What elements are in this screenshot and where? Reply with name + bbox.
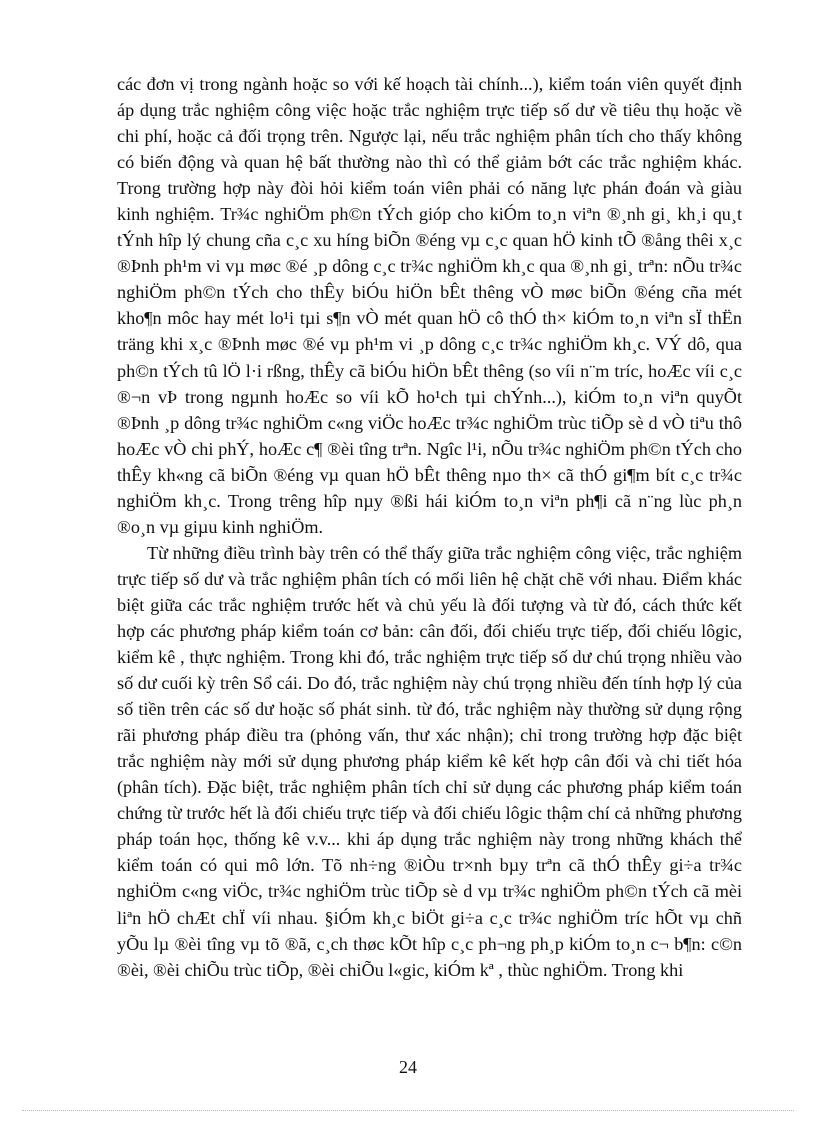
paragraph-1: các đơn vị trong ngành hoặc so với kế hoạch tài chính...), kiểm toán viên quyết định áp dụng trắc nghiệm công việc hoặc trắc nghiệm trực tiếp số dư về tiêu thụ hoặc về chi phí, hoặc cả đối trọng trên. Ngược lại, nếu trắc nghiệm phân tích cho thấy không có biến động và quan hệ bất thường nào thì có thể giảm bớt các trắc nghiệm khác. Trong trường hợp này đòi hỏi kiểm toán viên phải có năng lực phán đoán và giàu kinh nghiệm. Tr¾c nghiÖm ph©n tÝch gióp cho kiÓm to¸n viªn ®¸nh gi¸ kh¸i qu¸t tÝnh hîp lý chung cña c¸c xu híng biÕn ®éng vµ c¸c quan hÖ kinh tÕ ®ång thêi x¸c ®Þnh ph¹m vi vµ møc ®é ¸p dông c¸c tr¾c nghiÖm kh¸c qua ®¸nh gi¸ trªn: nÕu tr¾c nghiÖm ph©n tÝch cho thÊy biÓu hiÖn bÊt thêng vÒ møc biÕn ®éng cña mét kho¶n môc hay mét lo¹i tµi s¶n vÒ mét quan hÖ cô thÓ th× kiÓm to¸n viªn sÏ thËn träng khi x¸c ®Þnh møc ®é vµ ph¹m vi ¸p dông c¸c tr¾c nghiÖm kh¸c. VÝ dô, qua ph©n tÝch tû lÖ l·i rßng, thÊy cã biÓu hiÖn bÊt thêng (so víi n¨m tríc, hoÆc víi c¸c ®¬n vÞ trong ngµnh hoÆc so víi kÕ ho¹ch tµi chÝnh...), kiÓm to¸n viªn quyÕt ®Þnh ¸p dông tr¾c nghiÖm c«ng viÖc hoÆc tr¾c nghiÖm trùc tiÕp sè d vÒ tiªu thô hoÆc vÒ chi phÝ, hoÆc c¶ ®èi tîng trªn. Ngîc l¹i, nÕu tr¾c nghiÖm ph©n tÝch cho thÊy kh«ng cã biÕn ®éng vµ quan hÖ bÊt thêng nµo th× cã thÓ gi¶m bít c¸c tr¾c nghiÖm kh¸c. Trong trêng hîp nµy ®ßi hái kiÓm to¸n viªn ph¶i cã n¨ng lùc ph¸n ®o¸n vµ giµu kinh nghiÖm. — [117, 74, 742, 537]
page-bottom-divider — [22, 1110, 794, 1111]
page-number: 24 — [399, 1057, 417, 1077]
body-text — [117, 71, 742, 983]
paragraph-2: Từ những điều trình bày trên có thể thấy giữa trắc nghiệm công việc, trắc nghiệm trực tiếp số dư và trắc nghiệm phân tích có mối liên hệ chặt chẽ với nhau. Điểm khác biệt giữa các trắc nghiệm trước hết và chủ yếu là đối tượng và từ đó, cách thức kết hợp các phương pháp kiểm toán cơ bản: cân đối, đối chiếu trực tiếp, đối chiếu lôgic, kiểm kê , thực nghiệm. Trong khi đó, trắc nghiệm trực tiếp số dư chú trọng nhiều vào số dư cuối kỳ trên Sổ cái. Do đó, trắc nghiệm này chú trọng nhiều đến tính hợp lý của số tiền trên các số dư hoặc số phát sinh. từ đó, trắc nghiệm này thường sử dụng rộng rãi phương pháp điều tra (phỏng vấn, thư xác nhận); chỉ trong trường hợp đặc biệt trắc nghiệm này mới sử dụng phương pháp kiểm kê kết hợp cân đối và chi tiết hóa (phân tích). Đặc biệt, trắc nghiệm phân tích chỉ sử dụng các phương pháp kiểm toán chứng từ trước hết là đối chiếu trực tiếp và đối chiếu lôgic thậm chí cả những phương pháp toán học, thống kê v.v... khi áp dụng trắc nghiệm này trong những khách thể kiểm toán có qui mô lớn. Tõ nh÷ng ®iÒu tr×nh bµy trªn cã thÓ thÊy gi÷a tr¾c nghiÖm c«ng viÖc, tr¾c nghiÖm trùc tiÕp sè d vµ tr¾c nghiÖm ph©n tÝch cã mèi liªn hÖ chÆt chÏ víi nhau. §iÓm kh¸c biÖt gi÷a c¸c tr¾c nghiÖm tríc hÕt vµ chñ yÕu lµ ®èi tîng vµ tõ ®ã, c¸ch thøc kÕt hîp c¸c ph¬ng ph¸p kiÓm to¸n c¬ b¶n: c©n ®èi, ®èi chiÕu trùc tiÕp, ®èi chiÕu l«gic, kiÓm kª , thùc nghiÖm. Trong khi — [117, 542, 742, 980]
